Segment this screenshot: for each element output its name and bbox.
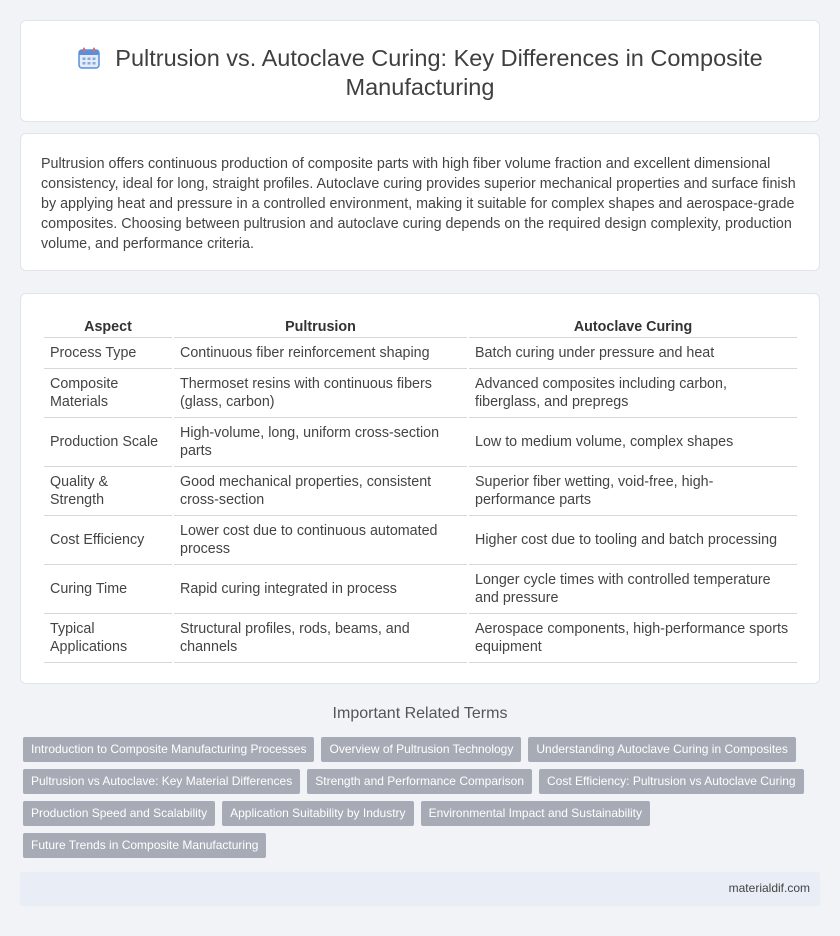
related-terms-title: Important Related Terms — [332, 705, 508, 722]
cell-autoclave: Advanced composites including carbon, fiberglass, and prepregs — [469, 369, 797, 418]
cell-aspect: Process Type — [44, 338, 172, 369]
cell-autoclave: Low to medium volume, complex shapes — [469, 418, 797, 467]
related-term-tag[interactable]: Pultrusion vs Autoclave: Key Material Differences — [23, 769, 300, 794]
cell-autoclave: Aerospace components, high-performance sports equipment — [469, 614, 797, 663]
intro-card — [20, 133, 820, 271]
table-row — [44, 614, 797, 663]
header-pultrusion: Pultrusion — [174, 314, 467, 338]
related-term-tag[interactable]: Future Trends in Composite Manufacturing — [23, 833, 266, 858]
table-header-row — [44, 314, 797, 338]
cell-pultrusion: Good mechanical properties, consistent cross-section — [174, 467, 467, 516]
cell-pultrusion: Structural profiles, rods, beams, and channels — [174, 614, 467, 663]
table-row — [44, 565, 797, 614]
cell-pultrusion: Rapid curing integrated in process — [174, 565, 467, 614]
page-title-text: Pultrusion vs. Autoclave Curing: Key Differences in Composite Manufacturing — [115, 45, 763, 100]
cell-autoclave: Higher cost due to tooling and batch processing — [469, 516, 797, 565]
footer-site-link[interactable]: materialdif.com — [728, 881, 810, 895]
table-row — [44, 338, 797, 369]
page-title — [61, 44, 779, 102]
related-term-tag[interactable]: Strength and Performance Comparison — [307, 769, 532, 794]
calendar-icon — [77, 46, 101, 70]
cell-aspect: Production Scale — [44, 418, 172, 467]
comparison-table — [42, 314, 799, 663]
table-row — [44, 418, 797, 467]
related-term-tag[interactable]: Introduction to Composite Manufacturing Processes — [23, 737, 314, 762]
header-aspect: Aspect — [44, 314, 172, 338]
cell-aspect: Curing Time — [44, 565, 172, 614]
cell-pultrusion: Continuous fiber reinforcement shaping — [174, 338, 467, 369]
related-term-tag[interactable]: Understanding Autoclave Curing in Composites — [528, 737, 795, 762]
cell-autoclave: Batch curing under pressure and heat — [469, 338, 797, 369]
related-term-tag[interactable]: Overview of Pultrusion Technology — [321, 737, 521, 762]
cell-pultrusion: Thermoset resins with continuous fibers (glass, carbon) — [174, 369, 467, 418]
table-row — [44, 369, 797, 418]
cell-aspect: Quality & Strength — [44, 467, 172, 516]
cell-autoclave: Superior fiber wetting, void-free, high-performance parts — [469, 467, 797, 516]
table-row — [44, 516, 797, 565]
cell-autoclave: Longer cycle times with controlled temperature and pressure — [469, 565, 797, 614]
related-term-tag[interactable]: Application Suitability by Industry — [222, 801, 413, 826]
intro-paragraph: Pultrusion offers continuous production of composite parts with high fiber volume fraction and excellent dimensional consistency, ideal for long, straight profiles. Autoclave curing provides superior mechanical properties and surface finish by applying heat and pressure in a controlled environment, making it suitable for complex shapes and aerospace-grade composites. Choosing between pultrusion and autoclave curing depends on the required design complexity, production volume, and performance criteria. — [41, 156, 796, 252]
related-term-tag[interactable]: Environmental Impact and Sustainability — [421, 801, 650, 826]
cell-pultrusion: Lower cost due to continuous automated process — [174, 516, 467, 565]
cell-aspect: Typical Applications — [44, 614, 172, 663]
related-term-tag[interactable]: Production Speed and Scalability — [23, 801, 215, 826]
header-card — [20, 20, 820, 122]
table-row — [44, 467, 797, 516]
footer — [20, 872, 820, 906]
cell-aspect: Composite Materials — [44, 369, 172, 418]
related-terms-list — [23, 737, 823, 865]
cell-aspect: Cost Efficiency — [44, 516, 172, 565]
header — [61, 44, 779, 102]
cell-pultrusion: High-volume, long, uniform cross-section parts — [174, 418, 467, 467]
comparison-card — [20, 293, 820, 684]
related-term-tag[interactable]: Cost Efficiency: Pultrusion vs Autoclave Curing — [539, 769, 804, 794]
header-autoclave: Autoclave Curing — [469, 314, 797, 338]
